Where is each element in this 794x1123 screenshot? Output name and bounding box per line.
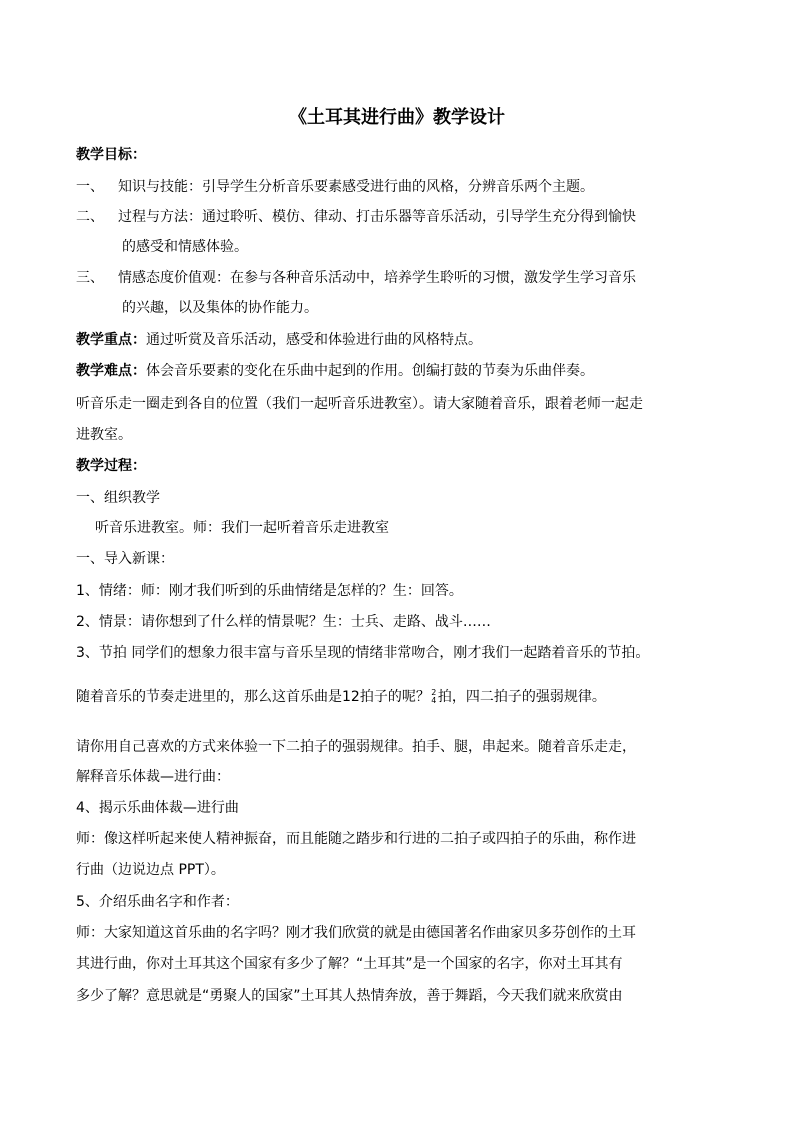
experience-2: 解释音乐体裁—进行曲： xyxy=(76,769,230,785)
intro-paragraph-1: 听音乐走一圈走到各自的位置（我们一起听音乐进教室）。请大家随着音乐，跟着老师一起走 xyxy=(76,396,643,412)
goal-3 xyxy=(76,268,636,288)
goal-1-text: 知识与技能：引导学生分析音乐要素感受进行曲的风格，分辨音乐两个主题。 xyxy=(118,179,594,195)
goal-3-cont: 的兴趣，以及集体的协作能力。 xyxy=(122,300,318,316)
goal-2-text: 过程与方法：通过聆听、模仿、律动、打击乐器等音乐活动，引导学生充分得到愉快 xyxy=(118,209,636,225)
time-signature-bottom: 4 xyxy=(431,696,437,705)
goal-3-text: 情感态度价值观：在参与各种音乐活动中，培养学生聆听的习惯，激发学生学习音乐 xyxy=(118,270,636,286)
item-composer: 5、介绍乐曲名字和作者： xyxy=(76,894,239,910)
item-meter: 3、节拍 同学们的想象力很丰富与音乐呈现的情绪非常吻合，刚才我们一起踏着音乐的节拍。 xyxy=(76,645,650,661)
key-point-text: 通过听赏及音乐活动，感受和体验进行曲的风格特点。 xyxy=(146,332,482,348)
difficulty-point xyxy=(76,361,594,381)
section-intro: 一、导入新课： xyxy=(76,551,174,567)
time-signature-top: 2 xyxy=(431,688,437,697)
goal-2 xyxy=(76,207,636,227)
section-organize-body: 听音乐进教室。师：我们一起听着音乐走进教室 xyxy=(95,520,389,536)
item-genre: 4、揭示乐曲体裁—进行曲 xyxy=(76,800,239,816)
rhythm-text-a: 随着音乐的节奏走进里的，那么这首乐曲是12拍子的呢？ xyxy=(76,689,430,705)
item-scene: 2、情景：请你想到了什么样的情景呢？生：士兵、走路、战斗…… xyxy=(76,614,491,630)
doc-title: 《土耳其进行曲》教学设计 xyxy=(289,107,505,128)
key-point-label: 教学重点： xyxy=(76,332,146,348)
difficulty-text: 体会音乐要素的变化在乐曲中起到的作用。创编打鼓的节奏为乐曲伴奏。 xyxy=(146,363,594,379)
rhythm-text-b: 拍，四二拍子的强弱规律。 xyxy=(437,689,606,705)
goal-1-num: 一、 xyxy=(76,179,104,195)
rhythm-line xyxy=(76,687,606,707)
goals-heading: 教学目标： xyxy=(76,147,146,163)
process-heading: 教学过程： xyxy=(76,458,146,474)
item-composer-body-2: 其进行曲，你对土耳其这个国家有多少了解？“土耳其”是一个国家的名字，你对土耳其有 xyxy=(76,956,623,972)
item-genre-body-2: 行曲（边说边点 PPT）。 xyxy=(76,862,225,878)
item-composer-body-3: 多少了解？意思就是“勇聚人的国家”土耳其人热情奔放，善于舞蹈，今天我们就来欣赏由 xyxy=(76,988,623,1004)
goal-2-num: 二、 xyxy=(76,209,104,225)
time-signature xyxy=(430,689,438,705)
key-point xyxy=(76,330,482,350)
item-composer-body-1: 师：大家知道这首乐曲的名字吗？刚才我们欣赏的就是由德国著名作曲家贝多芬创作的土耳 xyxy=(76,925,636,941)
item-genre-body-1: 师：像这样听起来使人精神振奋，而且能随之踏步和行进的二拍子或四拍子的乐曲，称作进 xyxy=(76,831,636,847)
goal-2-cont: 的感受和情感体验。 xyxy=(122,239,248,255)
experience-1: 请你用自己喜欢的方式来体验一下二拍子的强弱规律。拍手、腿，串起来。随着音乐走走， xyxy=(76,739,636,755)
difficulty-label: 教学难点： xyxy=(76,363,146,379)
goal-3-num: 三、 xyxy=(76,270,104,286)
section-organize: 一、组织教学 xyxy=(76,490,160,506)
intro-paragraph-2: 进教室。 xyxy=(76,427,132,443)
item-emotion: 1、情绪：师：刚才我们听到的乐曲情绪是怎样的？生：回答。 xyxy=(76,583,463,599)
goal-1 xyxy=(76,177,594,197)
